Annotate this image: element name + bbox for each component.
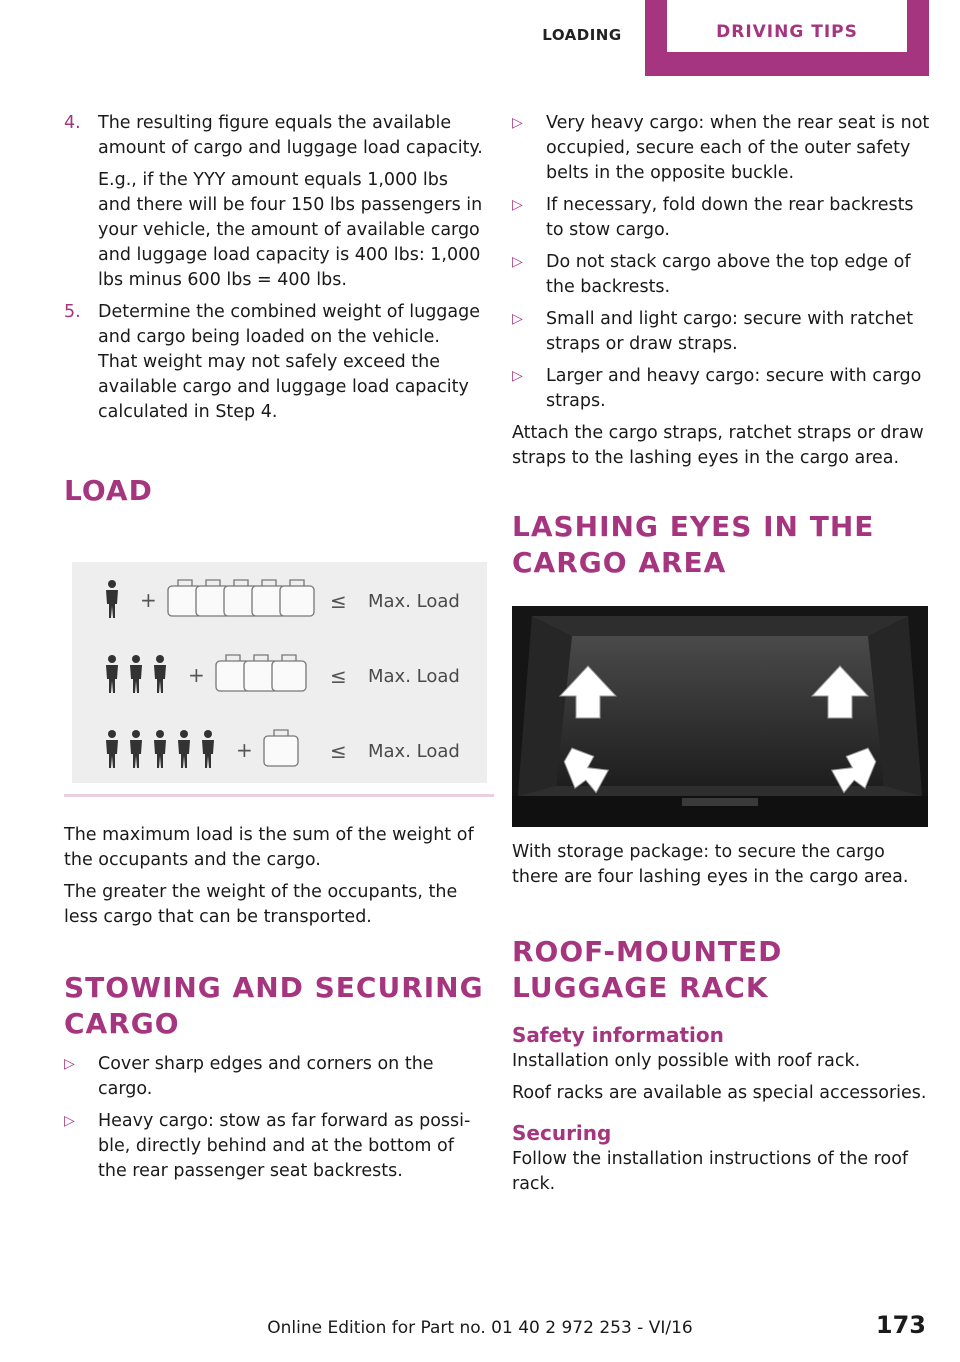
securing-paragraph: Follow the installation instructions of the roof rack. xyxy=(512,1149,909,1194)
step-4 xyxy=(64,111,484,293)
header-chapter-tab xyxy=(645,0,929,76)
left-column xyxy=(64,111,484,509)
load-paragraph-2: The greater the weight of the occupants, the less cargo that can be transported. xyxy=(64,882,458,927)
attach-paragraph: Attach the cargo straps, ratchet straps or draw straps to the lashing eyes in the cargo area. xyxy=(512,423,924,468)
person-icon xyxy=(106,655,118,693)
header-chapter-label: DRIVING TIPS xyxy=(716,22,858,42)
header-section-label: LOADING xyxy=(542,26,622,44)
cargo-area-illustration xyxy=(512,606,928,827)
less-equal-sign: ≤ xyxy=(330,589,347,613)
stow-bullet xyxy=(64,1109,484,1184)
cargo-area-photo xyxy=(512,606,928,827)
cargo-bullet xyxy=(512,193,932,243)
lashing-caption: With storage package: to secure the cargo there are four lashing eyes in the cargo area. xyxy=(512,842,909,887)
max-load-label: Max. Load xyxy=(368,741,460,762)
securing-heading: Securing xyxy=(512,1121,612,1145)
step-number: 4. xyxy=(64,113,81,133)
load-diagram-graphic xyxy=(72,562,487,783)
bullet-text: Larger and heavy cargo: secure with cargo straps. xyxy=(546,366,922,411)
person-icon xyxy=(106,730,118,768)
triangle-bullet-icon: ▷ xyxy=(512,115,523,131)
right-column-lower xyxy=(512,840,932,1204)
step-5 xyxy=(64,300,484,425)
luggage-box-icon xyxy=(280,580,314,616)
safety-paragraph-1: Installation only possible with roof rack. xyxy=(512,1051,861,1071)
plus-sign: + xyxy=(140,588,157,612)
figure-divider xyxy=(64,794,494,797)
luggage-box-icon xyxy=(264,730,298,766)
lashing-heading: LASHING EYES IN THE CARGO AREA xyxy=(512,510,875,579)
footer-edition: Online Edition for Part no. 01 40 2 972 253 - VI/16 xyxy=(267,1318,693,1338)
plus-sign: + xyxy=(236,738,253,762)
person-icon xyxy=(202,730,214,768)
left-column-lower xyxy=(64,823,484,1191)
person-icon xyxy=(154,655,166,693)
bullet-text: Do not stack cargo above the top edge of the backrests. xyxy=(546,252,911,297)
load-paragraph-1: The maximum load is the sum of the weight of the occupants and the cargo. xyxy=(64,825,474,870)
triangle-bullet-icon: ▷ xyxy=(512,254,523,270)
less-equal-sign: ≤ xyxy=(330,664,347,688)
load-heading: LOAD xyxy=(64,474,153,507)
safety-paragraph-2: Roof racks are available as special accessories. xyxy=(512,1083,927,1103)
luggage-box-icon xyxy=(272,655,306,691)
step-text: Determine the combined weight of luggage and cargo being loaded on the vehicle. That weight may not safely exceed the available cargo and luggage load capacity calculated in Step 4. xyxy=(98,302,481,422)
safety-heading: Safety information xyxy=(512,1023,724,1047)
person-icon xyxy=(130,730,142,768)
roof-heading: ROOF-MOUNTED LUGGAGE RACK xyxy=(512,935,783,1004)
triangle-bullet-icon: ▷ xyxy=(512,311,523,327)
page-number: 173 xyxy=(875,1311,926,1339)
bullet-text: If necessary, fold down the rear backrests to stow cargo. xyxy=(546,195,914,240)
person-icon xyxy=(130,655,142,693)
person-icon xyxy=(106,580,118,618)
bullet-text: Heavy cargo: stow as far forward as possible, directly behind and at the bottom of the rear passenger seat backrests. xyxy=(98,1111,471,1181)
step-example: E.g., if the YYY amount equals 1,000 lbs and there will be four 150 lbs passengers in your vehicle, the amount of available cargo and luggage load capacity is 400 lbs: 1,000 lbs minus 600 lbs = 400 lbs. xyxy=(98,170,483,290)
max-load-label: Max. Load xyxy=(368,591,460,612)
triangle-bullet-icon: ▷ xyxy=(512,368,523,384)
less-equal-sign: ≤ xyxy=(330,739,347,763)
bullet-text: Cover sharp edges and corners on the cargo. xyxy=(98,1054,434,1099)
triangle-bullet-icon: ▷ xyxy=(64,1113,75,1129)
triangle-bullet-icon: ▷ xyxy=(64,1056,75,1072)
max-load-label: Max. Load xyxy=(368,666,460,687)
right-column xyxy=(512,111,932,581)
person-icon xyxy=(178,730,190,768)
stow-bullet xyxy=(64,1052,484,1102)
cargo-bullet xyxy=(512,250,932,300)
step-number: 5. xyxy=(64,302,81,322)
bullet-text: Small and light cargo: secure with ratchet straps or draw straps. xyxy=(546,309,914,354)
step-text: The resulting figure equals the available amount of cargo and luggage load capacity. xyxy=(98,113,483,158)
cargo-bullet xyxy=(512,111,932,186)
triangle-bullet-icon: ▷ xyxy=(512,197,523,213)
person-icon xyxy=(154,730,166,768)
plus-sign: + xyxy=(188,663,205,687)
cargo-bullet xyxy=(512,307,932,357)
cargo-bullet xyxy=(512,364,932,414)
load-diagram xyxy=(72,562,487,783)
header-section xyxy=(520,0,644,76)
stow-heading: STOWING AND SECURING CARGO xyxy=(64,971,484,1040)
bullet-text: Very heavy cargo: when the rear seat is not occupied, secure each of the outer safety belts in the opposite buckle. xyxy=(546,113,930,183)
